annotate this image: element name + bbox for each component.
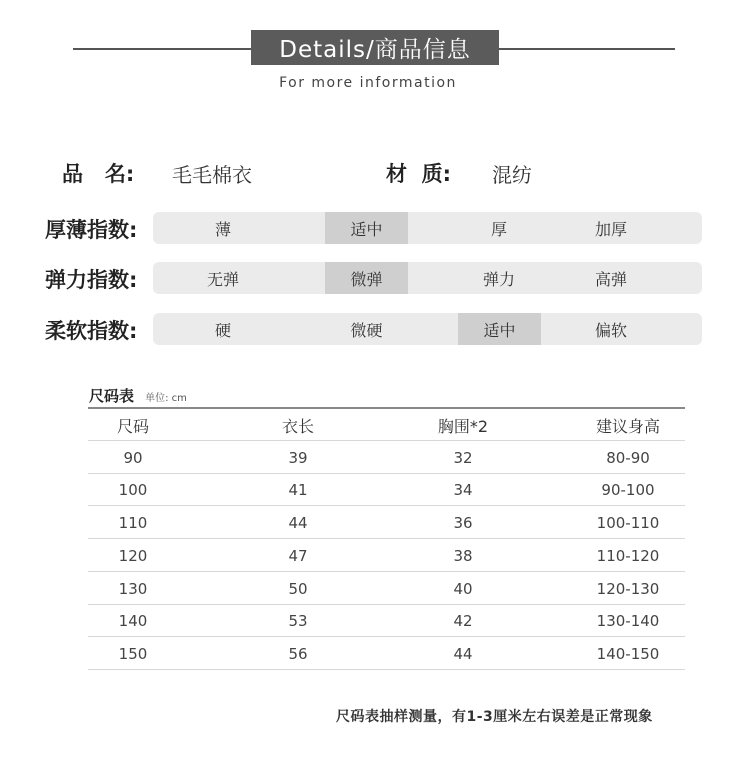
product-name-value: 毛毛棉衣 xyxy=(172,163,252,187)
index-scale-bar xyxy=(153,313,702,345)
size-table-cell: 100-110 xyxy=(596,514,660,533)
index-label: 柔软指数: xyxy=(45,319,138,343)
size-table-cell: 47 xyxy=(288,546,308,565)
size-table-cell: 50 xyxy=(288,579,308,598)
size-table-cell: 110-120 xyxy=(596,546,660,565)
size-table-column-header: 衣长 xyxy=(281,416,314,436)
size-table-cell: 40 xyxy=(453,579,473,598)
size-table-cell: 41 xyxy=(288,481,308,500)
size-table-cell: 150 xyxy=(118,644,148,663)
size-table-cell: 90-100 xyxy=(601,481,655,500)
index-option: 无弹 xyxy=(206,269,239,289)
size-table-cell: 56 xyxy=(288,644,308,663)
size-table-row xyxy=(88,442,685,474)
size-table-cell: 140-150 xyxy=(596,644,660,663)
size-table-title: 尺码表 xyxy=(89,387,135,405)
size-table-cell: 34 xyxy=(453,481,473,500)
size-table-row xyxy=(88,507,685,539)
size-table-cell: 100 xyxy=(118,481,148,500)
size-table-unit: 单位: cm xyxy=(145,393,187,404)
header-divider-left xyxy=(73,48,251,50)
size-table-header-row xyxy=(88,409,685,441)
size-table-cell: 53 xyxy=(288,612,308,631)
index-option-selected: 微弹 xyxy=(325,262,408,294)
size-table-cell: 38 xyxy=(453,546,473,565)
index-option: 高弹 xyxy=(594,269,627,289)
size-table-cell: 44 xyxy=(453,644,473,663)
size-table-cell: 80-90 xyxy=(606,448,650,467)
index-scale-bar xyxy=(153,212,702,244)
size-table-row xyxy=(88,573,685,605)
index-scale-bar xyxy=(153,262,702,294)
index-option-selected: 适中 xyxy=(458,313,541,345)
size-table-row xyxy=(88,540,685,572)
size-table-row xyxy=(88,638,685,670)
size-table-row xyxy=(88,474,685,506)
size-table-cell: 39 xyxy=(288,448,308,467)
size-table-cell: 130 xyxy=(118,579,148,598)
material-label: 材 质: xyxy=(386,162,452,186)
size-table-cell: 120 xyxy=(118,546,148,565)
material-value: 混纺 xyxy=(492,163,532,187)
size-table-column-header: 尺码 xyxy=(116,416,149,436)
index-option: 弹力 xyxy=(482,269,515,289)
index-option: 硬 xyxy=(214,320,231,340)
product-name-label: 品 名: xyxy=(62,162,135,186)
index-option: 厚 xyxy=(490,219,507,239)
size-table-cell: 32 xyxy=(453,448,473,467)
index-label: 弹力指数: xyxy=(45,268,138,292)
index-label: 厚薄指数: xyxy=(45,218,138,242)
header-divider-right xyxy=(499,48,675,50)
size-table-column-header: 胸围*2 xyxy=(437,416,489,436)
size-table-cell: 36 xyxy=(453,514,473,533)
size-table-cell: 130-140 xyxy=(596,612,660,631)
index-option: 薄 xyxy=(214,219,231,239)
size-table-caption xyxy=(89,385,187,406)
section-title: Details/商品信息 xyxy=(251,30,499,65)
size-table-cell: 42 xyxy=(453,612,473,631)
size-table-cell: 90 xyxy=(123,448,143,467)
index-option: 微硬 xyxy=(350,320,383,340)
row-divider xyxy=(88,669,685,670)
size-table-row xyxy=(88,605,685,637)
index-option: 加厚 xyxy=(594,219,627,239)
section-subtitle: For more information xyxy=(279,75,457,91)
size-table-cell: 120-130 xyxy=(596,579,660,598)
index-option: 偏软 xyxy=(594,320,627,340)
size-table-cell: 110 xyxy=(118,514,148,533)
footer-note: 尺码表抽样测量，有1-3厘米左右误差是正常现象 xyxy=(336,709,653,725)
size-table-column-header: 建议身高 xyxy=(595,416,660,436)
index-option-selected: 适中 xyxy=(325,212,408,244)
size-table-cell: 140 xyxy=(118,612,148,631)
size-table-cell: 44 xyxy=(288,514,308,533)
